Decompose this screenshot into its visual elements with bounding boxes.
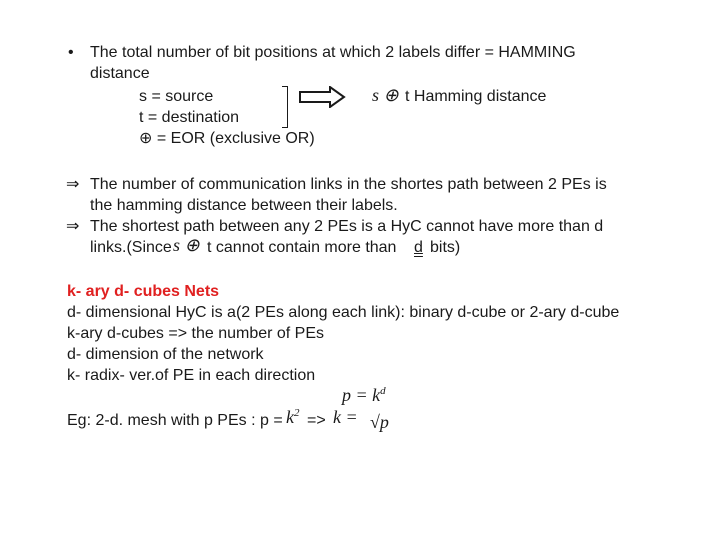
hamming-definition-line1: The total number of bit positions at which 2 labels differ = HAMMING xyxy=(90,44,576,61)
hamming-definition-line2: distance xyxy=(90,65,150,82)
k-ary-d-cubes-heading: k- ary d- cubes Nets xyxy=(67,283,220,300)
grouping-bracket xyxy=(282,86,288,128)
hyc-definition-line: d- dimensional HyC is a(2 PEs along each link): binary d-cube or 2-ary d-cube xyxy=(67,304,620,321)
bullet-dot: • xyxy=(68,44,74,61)
k-ary-pes-line: k-ary d-cubes => the number of PEs xyxy=(67,325,325,342)
point1-line1: The number of communication links in the shortes path between 2 PEs is xyxy=(90,176,607,193)
k-radix-line: k- radix- ver.of PE in each direction xyxy=(67,367,316,384)
result-math-expression: s ⊕ xyxy=(372,85,399,105)
implies-arrow-icon: ⇒ xyxy=(66,176,80,193)
eor-label: ⊕ = EOR (exclusive OR) xyxy=(139,130,315,147)
example-sqrt-p: √p xyxy=(370,412,389,432)
implies-arrow-icon: ⇒ xyxy=(66,218,80,235)
destination-label: t = destination xyxy=(139,109,240,126)
example-k-equals: k = xyxy=(333,407,358,427)
d-dimension-line: d- dimension of the network xyxy=(67,346,264,363)
formula-p-equals-k-d: $p = k^d$ xyxy=(342,385,386,405)
point2-line2-end: bits) xyxy=(430,239,461,256)
hamming-result-text: t Hamming distance xyxy=(405,88,547,105)
point2-line2-start: links.(Since xyxy=(90,239,172,256)
example-implies: => xyxy=(307,412,326,429)
right-arrow-icon xyxy=(298,86,346,108)
point2-line2-middle: t cannot contain more than xyxy=(207,239,397,256)
point2-math-expression: s ⊕ xyxy=(173,235,200,255)
example-line-text: Eg: 2-d. mesh with p PEs : p = xyxy=(67,412,283,429)
point1-line2: the hamming distance between their labels. xyxy=(90,197,398,214)
point2-d-underlined: d xyxy=(414,239,423,256)
source-label: s = source xyxy=(139,88,214,105)
example-k-squared: $k^2$ xyxy=(286,407,300,427)
point2-line1: The shortest path between any 2 PEs is a HyC cannot have more than d xyxy=(90,218,604,235)
